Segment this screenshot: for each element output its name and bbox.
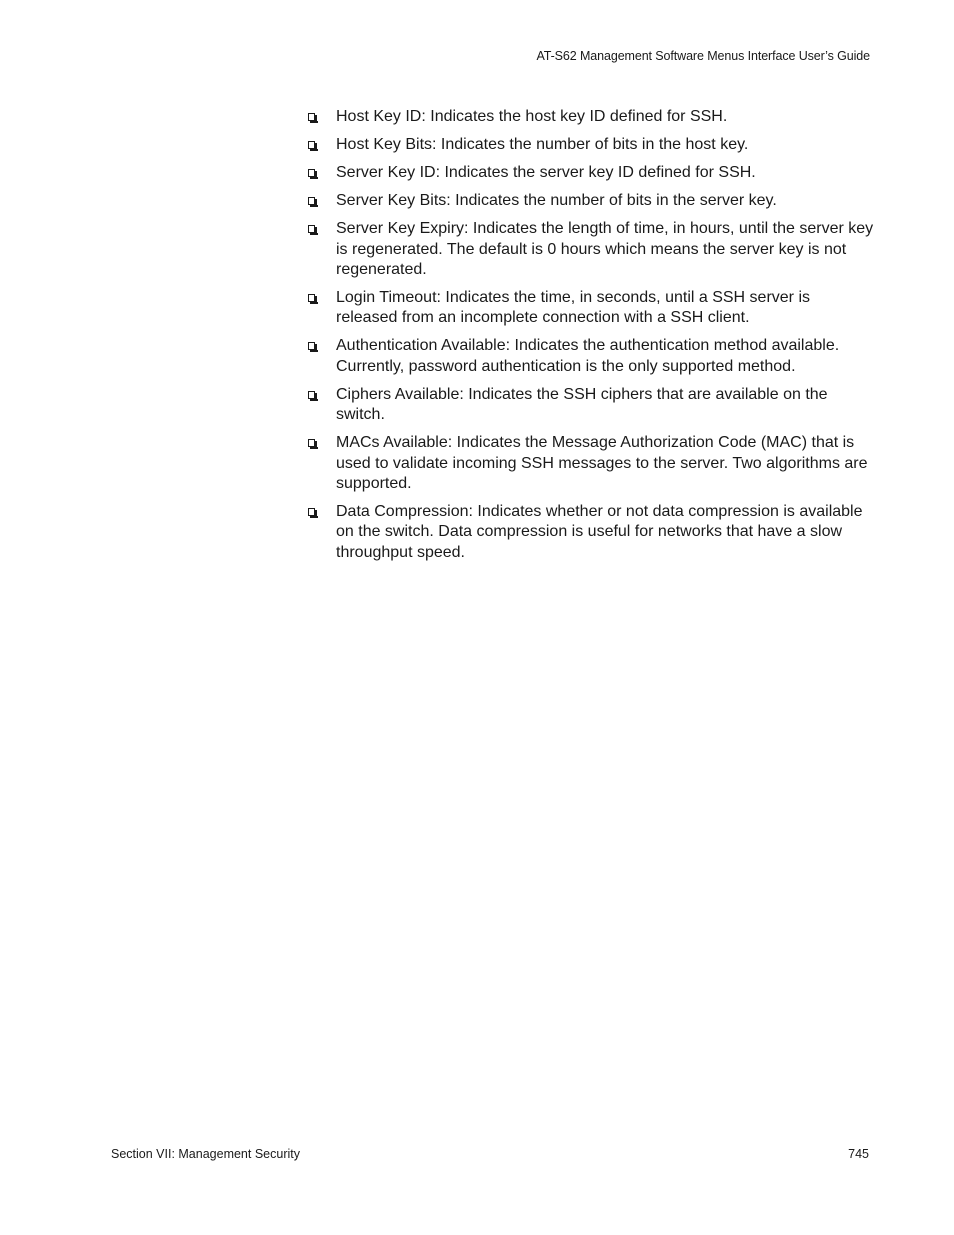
list-item <box>308 135 874 155</box>
checkbox-bullet-icon <box>308 439 315 447</box>
list-item-text: Server Key Expiry: Indicates the length of time, in hours, until the server key is regenerated. The default is 0 hours which means the server key is not regenerated. <box>336 220 874 278</box>
checkbox-bullet-icon <box>308 391 315 399</box>
field-description-list <box>308 107 874 571</box>
list-item-text: Data Compression: Indicates whether or not data compression is available on the switch. Data compression is useful for networks that have a slow throughput speed. <box>336 502 863 561</box>
checkbox-bullet-icon <box>308 113 315 121</box>
checkbox-bullet-icon <box>308 225 315 233</box>
running-header-title: AT-S62 Management Software Menus Interface User’s Guide <box>536 49 870 63</box>
checkbox-bullet-icon <box>308 197 315 205</box>
list-item-text: Ciphers Available: Indicates the SSH ciphers that are available on the switch. <box>336 385 828 424</box>
list-item-text: Server Key Bits: Indicates the number of bits in the server key. <box>336 192 777 210</box>
list-item-text: Login Timeout: Indicates the time, in seconds, until a SSH server is released from an incomplete connection with a SSH client. <box>336 289 811 327</box>
checkbox-bullet-icon <box>308 508 315 516</box>
list-item <box>308 163 874 183</box>
list-item <box>308 433 874 494</box>
list-item <box>308 219 874 280</box>
page-number: 745 <box>848 1147 869 1161</box>
list-item <box>308 107 874 127</box>
list-item-text: Authentication Available: Indicates the authentication method available. Currently, password authentication is the only supported method. <box>336 337 840 375</box>
list-item <box>308 288 874 329</box>
checkbox-bullet-icon <box>308 141 315 149</box>
list-item-text: Server Key ID: Indicates the server key ID defined for SSH. <box>336 164 756 182</box>
list-item <box>308 191 874 211</box>
list-item-text: Host Key Bits: Indicates the number of bits in the host key. <box>336 136 749 154</box>
checkbox-bullet-icon <box>308 169 315 177</box>
footer-section-title: Section VII: Management Security <box>111 1147 300 1161</box>
list-item <box>308 385 874 426</box>
list-item <box>308 502 874 563</box>
checkbox-bullet-icon <box>308 342 315 350</box>
list-item-text: Host Key ID: Indicates the host key ID defined for SSH. <box>336 108 728 125</box>
list-item-text: MACs Available: Indicates the Message Authorization Code (MAC) that is used to validate incoming SSH messages to the server. Two algorithms are supported. <box>336 434 868 492</box>
list-item <box>308 336 874 377</box>
checkbox-bullet-icon <box>308 294 315 302</box>
